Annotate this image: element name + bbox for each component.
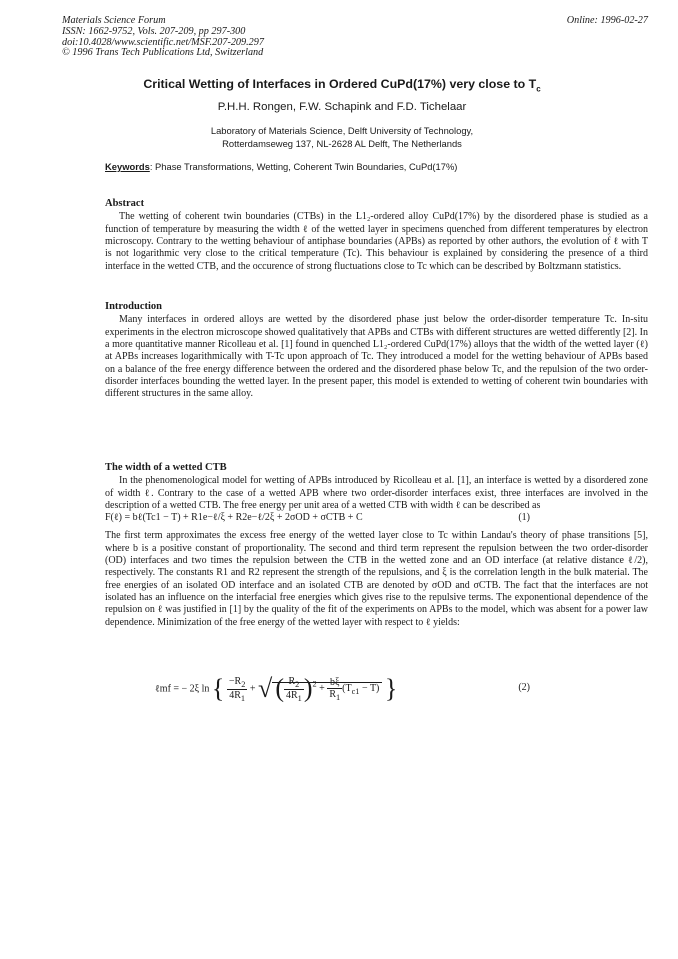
equation-2-number: (2): [518, 682, 530, 693]
keywords-text: : Phase Transformations, Wetting, Coherent Twin Boundaries, CuPd(17%): [149, 161, 458, 172]
doi-line[interactable]: doi:10.4028/www.scientific.net/MSF.207-209.297: [62, 36, 264, 48]
section-heading: The width of a wetted CTB: [105, 462, 227, 473]
affiliation: [62, 124, 622, 150]
paper-title: [62, 77, 622, 93]
keywords: [105, 161, 625, 172]
section-text-2: The first term approximates the excess free energy of the wetted layer close to Tc within Landau's theory of phase transitions [5], where b is a positive constant of proportionality. The second and third term represent the repulsion between the two order-disorder (OD) interfaces and two times the repulsion between the CTB in the wetted zone and an OD interface (at relative distance ℓ/2), respectively. The constants R1 and R2 represent the strength of the repulsions, and ξ is the correlation length in the bulk material. The free energies of an isolated OD interface and an isolated CTB are denoted by σOD and σCTB. The fact that the interfaces are not isolated has an influence on the interfacial free energies which gives rise to the repulsive terms. The exponentional dependence of the repulsion on ℓ was justified in [1] by the quality of the fit of the experiments on APBs to the model, which was absent for a power law dependence. Minimization of the free energy of the wetted layer with respect to ℓ yields:: [105, 530, 648, 628]
authors: P.H.H. Rongen, F.W. Schapink and F.D. Tichelaar: [217, 101, 467, 113]
abstract-section: [105, 198, 648, 273]
abstract-heading: Abstract: [105, 198, 145, 209]
equation-2-frac-1: $\frac{-R_2}{4R_1}$: [228, 675, 246, 703]
online-date: Online: 1996-02-27: [566, 15, 648, 26]
journal-name: Materials Science Forum: [62, 15, 166, 26]
title-subscript: c: [536, 84, 541, 94]
introduction-heading: Introduction: [105, 301, 162, 312]
section-text-1: In the phenomenological model for wetting of APBs introduced by Ricolleau et al. [1], an interface is wetted by a disordered zone of width ℓ. Contrary to the case of a wetted APB where two order-disorder interfaces exist, three interfaces are involved in the description of a wetted CTB. The free energy per unit area of a wetted CTB with width ℓ can be described as: [105, 475, 648, 512]
affiliation-line-2: Rotterdamseweg 137, NL-2628 AL Delft, The Netherlands: [222, 138, 462, 149]
journal-header: [62, 16, 648, 59]
affiliation-line-1: Laboratory of Materials Science, Delft University of Technology,: [210, 125, 474, 136]
equation-2-lhs: ℓmf = − 2ξ ln: [155, 683, 210, 695]
keywords-label: Keywords: [105, 161, 150, 172]
abstract-text: The wetting of coherent twin boundaries (CTBs) in the L1₂-ordered alloy CuPd(17%) by the disordered phase is studied as a function of temperature by measuring the width ℓ of the wetted layer in specimens quenched from different temperatures by electron microscopy. Contrary to the wetting behaviour of antiphase boundaries (APBs) as reported by other authors, the evolution of ℓ with T is not logarithmic very close to the critical temperature (Tc). This behaviour is explained by considering the presence of a third interface in the wetted CTB, and the occurence of strong fluctuations close to Tc which can be described by Boltzmann statistics.: [105, 211, 648, 272]
equation-1: [105, 512, 648, 526]
introduction-section: [105, 301, 648, 401]
section-wetted-ctb: [105, 462, 648, 629]
copyright-line: © 1996 Trans Tech Publications Ltd, Switzerland: [62, 47, 264, 59]
equation-1-body: F(ℓ) = bℓ(Tc1 − T) + R1e−ℓ/ξ + R2e−ℓ/2ξ + 2σOD + σCTB + C: [105, 512, 363, 524]
equation-1-number: (1): [518, 512, 530, 524]
issn-line: ISSN: 1662-9752, Vols. 207-209, pp 297-300: [62, 25, 246, 37]
introduction-text: Many interfaces in ordered alloys are wetted by the disordered phase just below the order-disorder temperature Tc. In-situ experiments in the electron microscope showed qualitatively that APBs and CTBs with different structures are wetted differently [2]. In a more quantitative manner Ricolleau et al. [1] found in quenched L1₂-ordered CuPd(17%) alloys that the width of the wetted layer (ℓ) at APBs increases logarithmically with T-Tc upon approach of Tc. They introduced a model for the wetting behaviour of APBs based on a balance of the free energy difference between the ordered and the disordered phase below Tc, and the repulsion of the two order-disorder interfaces bounding the wetted layer. In the present paper, this model is extended to wetting of coherent twin boundaries with different structures in the same alloy.: [105, 314, 648, 400]
title-text: Critical Wetting of Interfaces in Ordered CuPd(17%) very close to T: [143, 77, 537, 91]
equation-2: ℓmf = − 2ξ ln { $\frac{-R_2}{4R_1}$ + √ ( $\frac{R_2}{4R_1}$ )$^2$ + $\frac{b\xi}{R_1}$ $(T_{c1} - T)$ } (2): [155, 674, 530, 703]
